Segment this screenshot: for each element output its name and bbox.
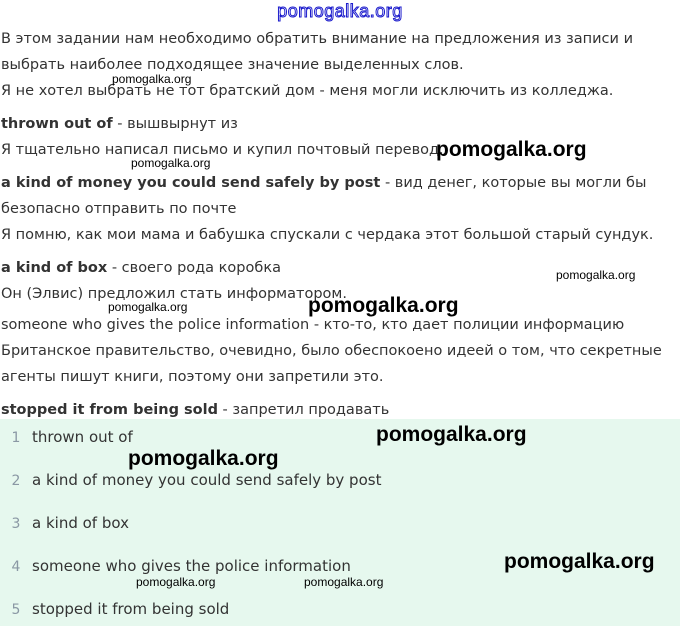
watermark: pomogalka.org — [131, 156, 211, 170]
answer-number: 1 — [11, 430, 21, 446]
definition-translation: запретил продавать — [232, 402, 390, 418]
example-sentence: агенты пишут книги, поэтому они запретили это. — [1, 369, 384, 385]
answer-item[interactable] — [0, 594, 229, 624]
answer-number: 5 — [11, 602, 21, 618]
definition-line: stopped it from being sold - запретил продавать — [1, 402, 390, 418]
definition-term: a kind of box — [1, 260, 108, 276]
example-sentence: Я помню, как мои мама и бабушка спускали с чердака этот большой старый сундук. — [1, 227, 654, 243]
definition-term: someone who gives the police information — [1, 317, 310, 333]
answer-number: 2 — [11, 473, 21, 489]
watermark: pomogalka.org — [376, 423, 527, 446]
definition-translation: вид денег, которые вы могли бы — [394, 175, 647, 191]
answer-text: thrown out of — [32, 428, 133, 446]
definition-term: a kind of money you could send safely by post — [1, 175, 381, 191]
answer-text: stopped it from being sold — [32, 600, 230, 618]
intro-line: выбрать наиболее подходящее значение выделенных слов. — [1, 57, 464, 73]
watermark: pomogalka.org — [308, 294, 459, 317]
definition-line: someone who gives the police information - кто-то, кто дает полиции информацию — [1, 317, 625, 333]
watermark: pomogalka.org — [304, 575, 384, 589]
definition-line: a kind of box - своего рода коробка — [1, 260, 281, 276]
watermark: pomogalka.org — [112, 72, 192, 86]
answer-text: a kind of money you could send safely by post — [32, 471, 382, 489]
definition-translation: своего рода коробка — [121, 260, 281, 276]
watermark: pomogalka.org — [108, 300, 188, 314]
answer-item[interactable] — [0, 422, 133, 452]
example-sentence: Я тщательно написал письмо и купил почтовый перевод. — [1, 142, 444, 158]
answer-text: a kind of box — [32, 514, 129, 532]
definition-line: a kind of money you could send safely by post - вид денег, которые вы могли бы — [1, 175, 647, 191]
definition-line: thrown out of - вышвырнут из — [1, 116, 238, 132]
example-sentence: Я не хотел выбрать не тот братский дом - меня могли исключить из колледжа. — [1, 83, 614, 99]
answer-item[interactable] — [0, 508, 129, 538]
definition-translation: кто-то, кто дает полиции информацию — [323, 317, 625, 333]
definition-line-cont: безопасно отправить по почте — [1, 201, 237, 217]
example-sentence: Британское правительство, очевидно, было обеспокоено идеей о том, что секретные — [1, 343, 662, 359]
definition-translation: вышвырнут из — [127, 116, 238, 132]
site-title[interactable]: pomogalka.org — [277, 1, 403, 21]
answer-number: 3 — [11, 516, 21, 532]
watermark: pomogalka.org — [504, 550, 655, 573]
watermark: pomogalka.org — [136, 575, 216, 589]
watermark: pomogalka.org — [128, 447, 279, 470]
definition-term: stopped it from being sold — [1, 402, 218, 418]
intro-line: В этом задании нам необходимо обратить внимание на предложения из записи и — [1, 31, 633, 47]
definition-term: thrown out of — [1, 116, 113, 132]
watermark: pomogalka.org — [556, 268, 636, 282]
answer-text: someone who gives the police information — [32, 557, 351, 575]
watermark: pomogalka.org — [436, 138, 587, 161]
answer-list — [0, 419, 680, 626]
answer-number: 4 — [11, 559, 21, 575]
example-sentence: Он (Элвис) предложил стать информатором. — [1, 286, 347, 302]
exercise-text — [0, 26, 680, 423]
